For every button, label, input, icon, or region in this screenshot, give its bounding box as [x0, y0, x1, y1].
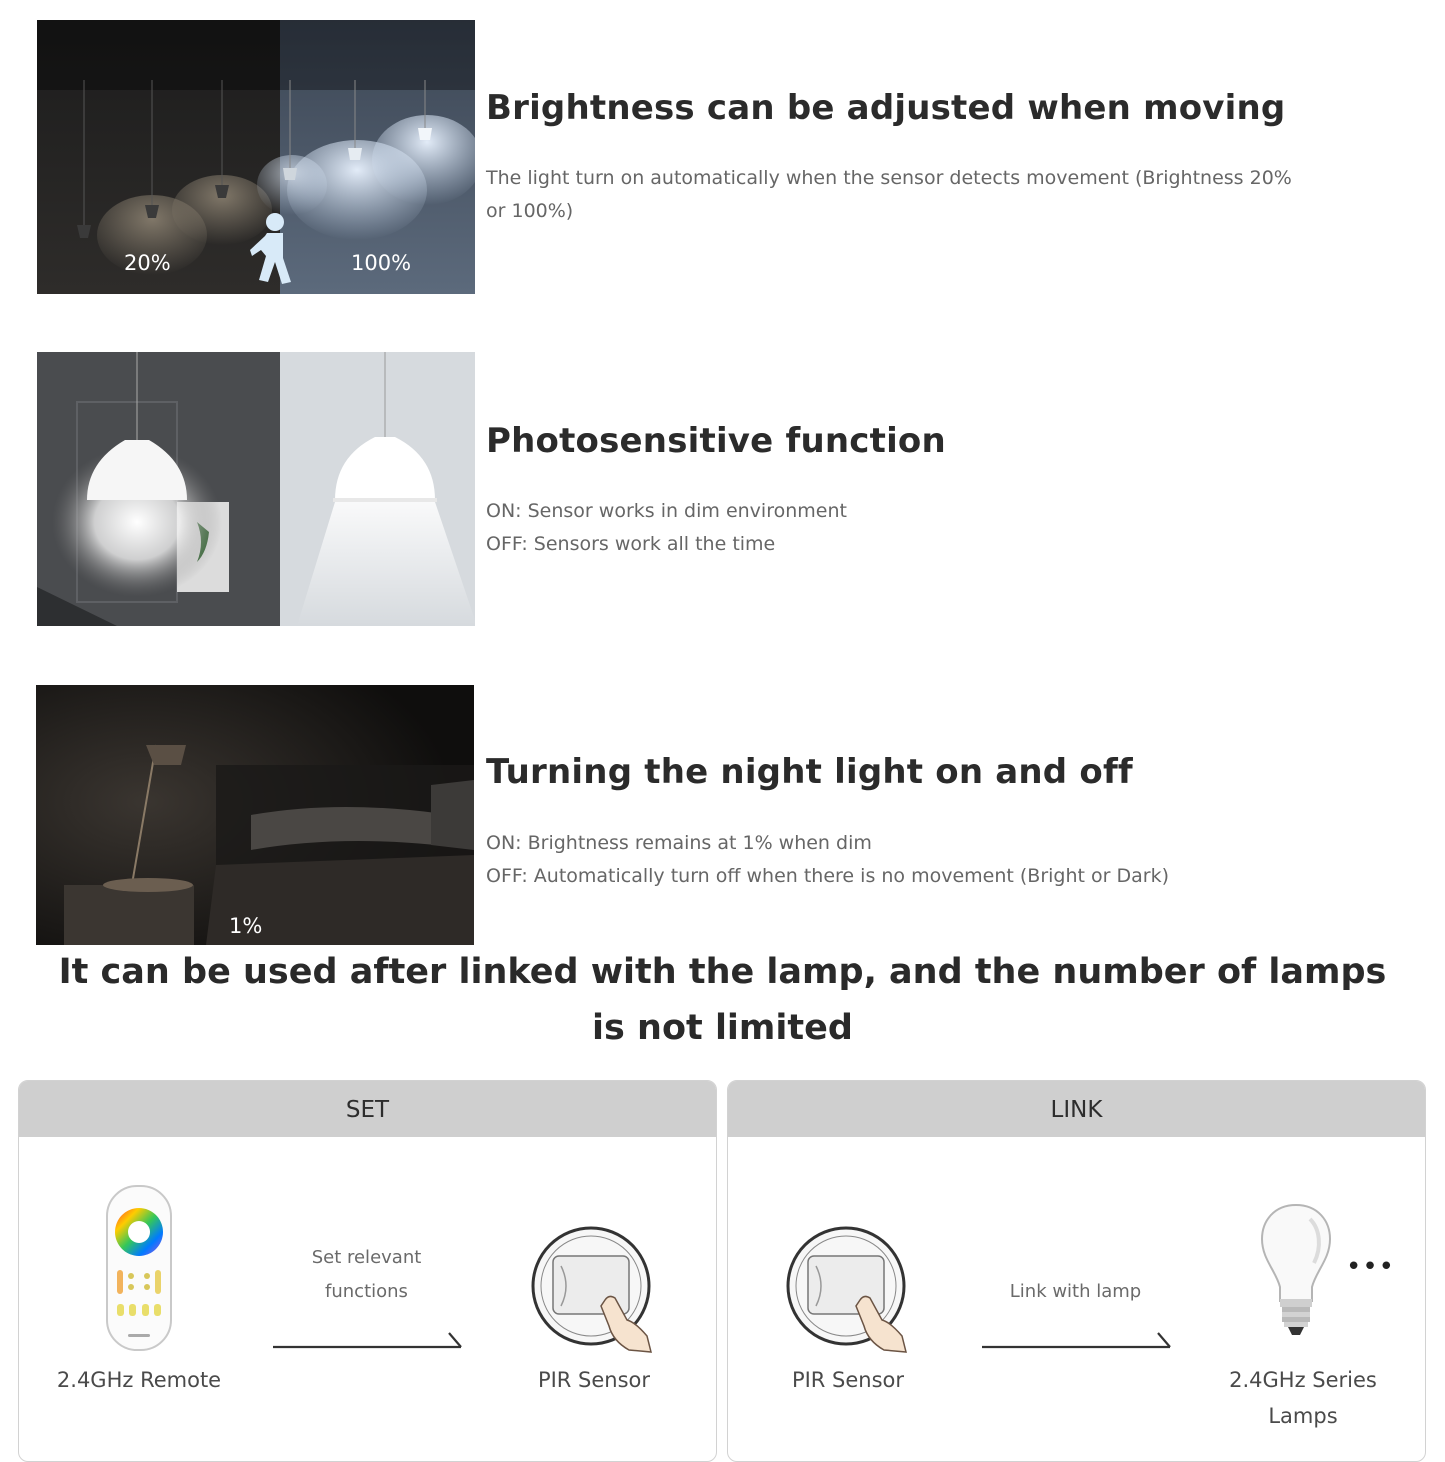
feature-title-photosensitive: Photosensitive function [486, 421, 946, 461]
link-pir-caption: PIR Sensor [791, 1368, 905, 1392]
feature-desc-line: OFF: Sensors work all the time [486, 533, 776, 555]
light-bulb-icon [1260, 1203, 1332, 1339]
link-arrow-icon [980, 1329, 1175, 1353]
pir-sensor-icon [786, 1226, 914, 1354]
brightness-photo [37, 20, 475, 294]
feature-desc-line: ON: Sensor works in dim environment [486, 500, 847, 522]
pir-sensor-icon [531, 1226, 659, 1354]
link-panel-title: LINK [728, 1081, 1425, 1137]
feature-desc-line: or 100%) [486, 200, 574, 222]
feature-desc-line: The light turn on automatically when the sensor detects movement (Brightness 20% [486, 167, 1292, 189]
lamps-caption [1193, 1362, 1413, 1434]
set-panel [18, 1080, 717, 1462]
set-flow-label-line2: functions [325, 1281, 408, 1302]
feature-desc-line: ON: Brightness remains at 1% when dim [486, 832, 872, 854]
feature-title-night-light: Turning the night light on and off [486, 752, 1133, 792]
link-heading [20, 944, 1425, 1056]
photosensitive-photo [37, 352, 475, 626]
remote-caption: 2.4GHz Remote [56, 1368, 222, 1392]
more-lamps-ellipsis-icon: ••• [1346, 1252, 1396, 1282]
set-arrow-icon [271, 1329, 466, 1353]
link-heading-line1: It can be used after linked with the lamp, and the number of lamps [58, 952, 1387, 992]
link-heading-line2: is not limited [592, 1008, 853, 1048]
brightness-20-label: 20% [124, 251, 171, 275]
set-flow-label [269, 1241, 464, 1309]
remote-control-icon [104, 1184, 174, 1354]
link-panel [727, 1080, 1426, 1462]
feature-title-brightness: Brightness can be adjusted when moving [486, 88, 1286, 128]
feature-desc-night-light [486, 827, 1386, 893]
set-panel-title: SET [19, 1081, 716, 1137]
lamps-caption-line1: 2.4GHz Series [1229, 1368, 1377, 1392]
set-flow-label-line1: Set relevant [311, 1247, 422, 1268]
night-light-photo [36, 685, 474, 945]
feature-desc-line: OFF: Automatically turn off when there is no movement (Bright or Dark) [486, 865, 1169, 887]
night-light-1-label: 1% [229, 914, 263, 938]
feature-desc-brightness [486, 162, 1386, 228]
feature-desc-photosensitive [486, 495, 1386, 561]
set-pir-caption: PIR Sensor [537, 1368, 651, 1392]
brightness-100-label: 100% [351, 251, 412, 275]
lamps-caption-line2: Lamps [1268, 1404, 1338, 1428]
link-flow-label: Link with lamp [1009, 1281, 1142, 1302]
